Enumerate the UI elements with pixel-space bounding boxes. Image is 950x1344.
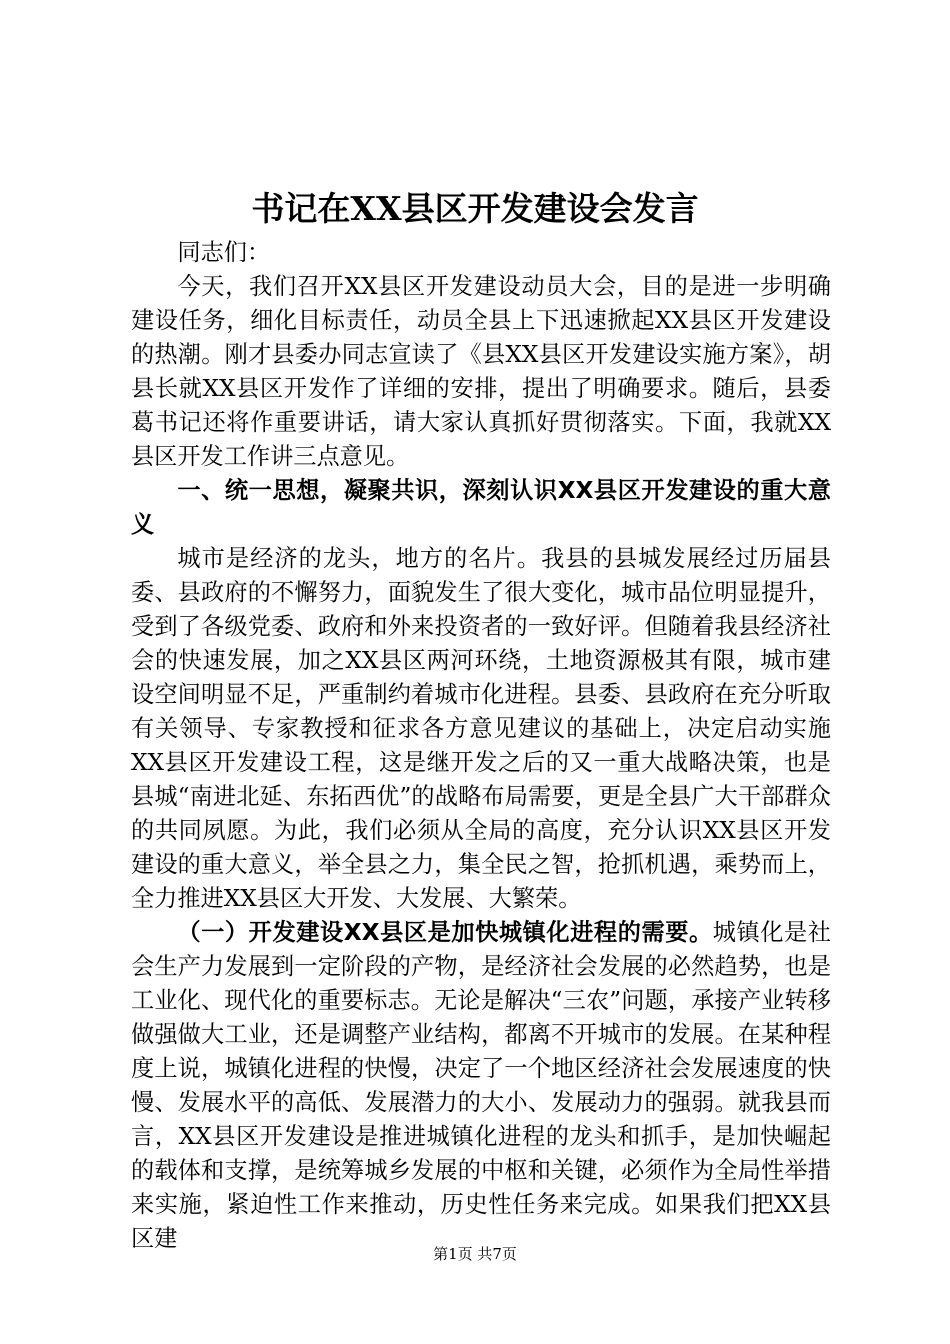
salutation: 同志们： (177, 239, 271, 266)
section-heading-1: 一、统一思想，凝聚共识，深刻认识XX县区开发建设的重大意义 (131, 477, 831, 538)
paragraph-urbanization (131, 916, 831, 1256)
page-number-footer: 第1页 共7页 (433, 1245, 517, 1263)
subheading-1: （一）开发建设XX县区是加快城镇化进程的需要。 (177, 919, 713, 946)
paragraph-intro: 今天，我们召开XX县区开发建设动员大会，目的是进一步明确建设任务，细化目标责任，动员全县上下迅速掀起XX县区开发建设的热潮。刚才县委办同志宣读了《县XX县区开发建设实施方案》，胡县长就XX县区开发作了详细的安排，提出了明确要求。随后，县委葛书记还将作重要讲话，请大家认真抓好贯彻落实。下面，我就XX县区开发工作讲三点意见。 (131, 273, 831, 470)
document-title: 书记在XX县区开发建设会发言 (251, 189, 699, 228)
document-body (131, 236, 831, 1256)
paragraph-urbanization-text: 城镇化是社会生产力发展到一定阶段的产物，是经济社会发展的必然趋势，也是工业化、现代化的重要标志。无论是解决“三农”问题，承接产业转移做强做大工业，还是调整产业结构，都离不开城市的发展。在某种程度上说，城镇化进程的快慢，决定了一个地区经济社会发展速度的快慢、发展水平的高低、发展潜力的大小、发展动力的强弱。就我县而言，XX县区开发建设是推进城镇化进程的龙头和抓手，是加快崛起的载体和支撑，是统筹城乡发展的中枢和关键，必须作为全局性举措来实施，紧迫性工作来推动，历史性任务来完成。如果我们把XX县区建 (131, 919, 831, 1252)
paragraph-significance: 城市是经济的龙头，地方的名片。我县的县城发展经过历届县委、县政府的不懈努力，面貌发生了很大变化，城市品位明显提升，受到了各级党委、政府和外来投资者的一致好评。但随着我县经济社会的快速发展，加之XX县区两河环绕，土地资源极其有限，城市建设空间明显不足，严重制约着城市化进程。县委、县政府在充分听取有关领导、专家教授和征求各方意见建议的基础上，决定启动实施XX县区开发建设工程，这是继开发之后的又一重大战略决策，也是县城“南进北延、东拓西优”的战略布局需要，更是全县广大干部群众的共同夙愿。为此，我们必须从全局的高度，充分认识XX县区开发建设的重大意义，举全县之力，集全民之智，抢抓机遇，乘势而上，全力推进XX县区大开发、大发展、大繁荣。 (131, 545, 831, 912)
